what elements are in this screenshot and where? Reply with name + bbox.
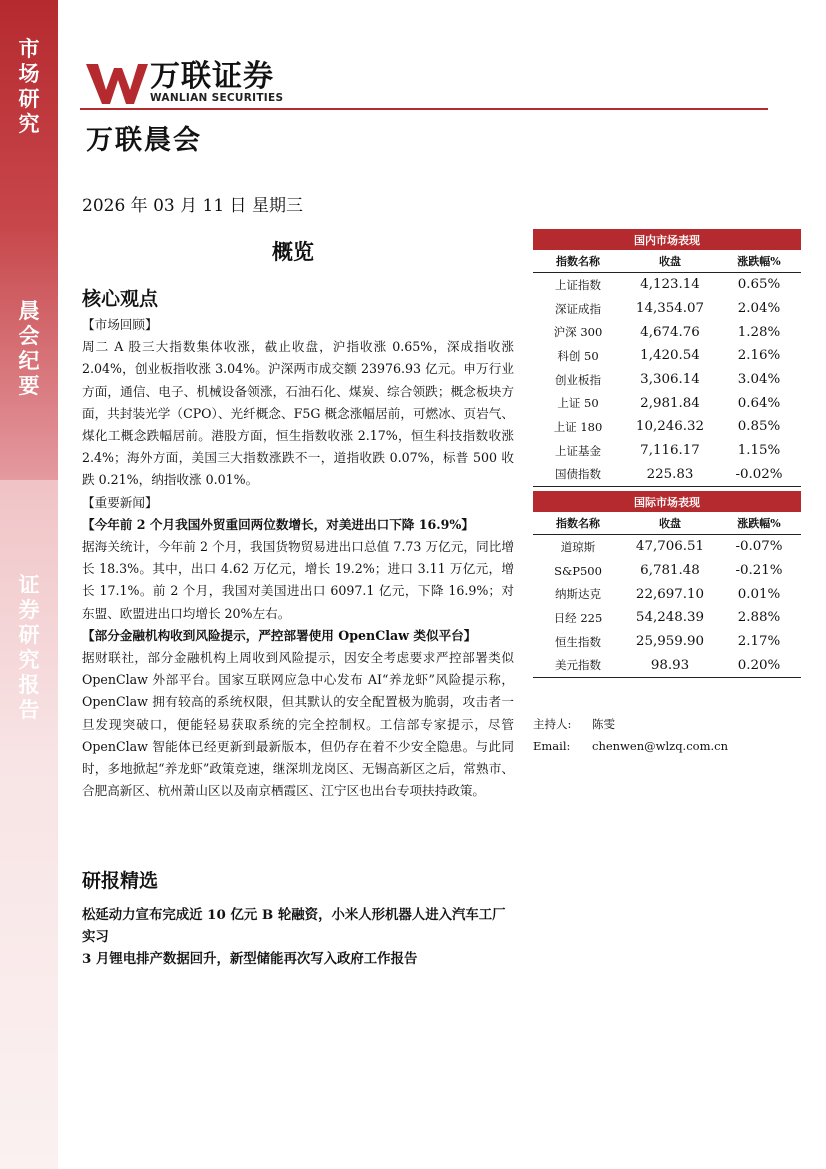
table-row: 纳斯达克 22,697.10 0.01%	[555, 586, 781, 602]
table-row: 创业板指 3,306.14 3.04%	[555, 372, 781, 388]
domestic-table-caption: 国内市场表现	[533, 229, 801, 250]
table-row: 沪深 300 4,674.76 1.28%	[553, 324, 781, 340]
market-review-text: 周二 A 股三大指数集体收涨，截止收盘，沪指收涨 0.65%，深成指收涨 2.04%，创业板指收涨 3.04%。沪深两市成交额 23976.93 亿元。申万行业方面，通信、电子、机械设备领涨，石油石化、煤炭、综合领跌；概念板块方面，共封装光学（CPO）、光纤概念、F5G 概念涨幅居前，可燃冰、页岩气、煤化工概念跌幅居前。港股方面，恒生指数收涨 2.17%，恒生科技指数收涨 2.4%；海外方面，美国三大指数涨跌不一，道指收跌 0.07%，标普 500 收跌 0.21%，纳指收涨 0.01%。	[82, 339, 514, 488]
table-row: 国债指数 225.83 -0.02%	[533, 463, 801, 487]
host-email-link[interactable]: chenwen@wlzq.com.cn	[592, 739, 728, 753]
research-pick-item: 3 月锂电排产数据回升，新型储能再次写入政府工作报告	[82, 951, 418, 968]
header-rule	[80, 108, 768, 110]
research-picks-heading: 研报精选	[82, 870, 159, 892]
research-picks-list	[82, 904, 514, 971]
core-views-heading: 核心观点	[82, 288, 159, 310]
table-row: 深证成指 14,354.07 2.04%	[555, 301, 781, 317]
international-market-table	[533, 491, 801, 678]
table-row: 美元指数 98.93 0.20%	[533, 653, 801, 677]
host-name: 陈雯	[592, 717, 615, 731]
table-row: 恒生指数 25,959.90 2.17%	[555, 634, 781, 650]
table-header-change: 涨跌幅%	[717, 250, 801, 273]
news-tag: 【重要新闻】	[82, 494, 158, 510]
email-label: Email:	[533, 739, 571, 753]
news-2-title: 【部分金融机构收到风险提示，严控部署使用 OpenClaw 类似平台】	[82, 627, 477, 643]
news-1-body: 据海关统计，今年前 2 个月，我国货物贸易进出口总值 7.73 万亿元，同比增长 18.3%。其中，出口 4.62 万亿元，增长 19.2%；进口 3.11 万亿元，增长 17.1%。前 2 个月，我国对美国进出口 6097.1 亿元，下降 16.9%；对东盟、欧盟进出口均增长 20%左右。	[82, 539, 514, 621]
logo-chinese-name: 万联证券	[150, 59, 274, 94]
table-row: 日经 225 54,248.39 2.88%	[553, 610, 781, 626]
report-date: 2026 年 03 月 11 日 星期三	[82, 196, 303, 216]
table-header-name: 指数名称	[533, 250, 623, 273]
table-header-change: 涨跌幅%	[717, 512, 801, 535]
table-row: 道琼斯 47,706.51 -0.07%	[560, 539, 783, 555]
table-row: 科创 50 1,420.54 2.16%	[557, 348, 781, 364]
body-text	[82, 314, 514, 802]
table-header-close: 收盘	[623, 250, 717, 273]
market-review-tag: 【市场回顾】	[82, 317, 158, 332]
host-label: 主持人:	[533, 717, 572, 731]
table-row: S&P500 6,781.48 -0.21%	[554, 563, 783, 579]
domestic-market-table	[533, 229, 801, 487]
table-row: 上证基金 7,116.17 1.15%	[555, 443, 781, 459]
sidebar-label-morning-minutes: 晨 会 纪 要	[18, 298, 40, 398]
news-2-body: 据财联社，部分金融机构上周收到风险提示，因安全考虑要求严控部署类似 OpenClaw 外部平台。国家互联网应急中心发布 AI“养龙虾”风险提示称，OpenClaw 拥有较高的系统权限，但其默认的安全配置极为脆弱，攻击者一旦发现突破口，便能轻易获取系统的完全控制权。工信部专家提示，尽管 OpenClaw 智能体已经更新到最新版本，但仍存在着不少安全隐患。与此同时，多地掀起“养龙虾”政策竞速，继深圳龙岗区、无锡高新区之后，常熟市、合肥高新区、杭州萧山区以及南京栖霞区、江宁区也出台专项扶持政策。	[82, 650, 514, 799]
sidebar	[0, 0, 58, 1169]
research-pick-item: 松延动力宣布完成近 10 亿元 B 轮融资，小米人形机器人进入汽车工厂实习	[82, 907, 506, 946]
intl-table-caption: 国际市场表现	[533, 491, 801, 512]
table-row: 上证 50 2,981.84 0.64%	[557, 395, 781, 411]
table-header-name: 指数名称	[533, 512, 623, 535]
table-row: 上证 180 10,246.32 0.85%	[553, 419, 781, 435]
logo-english-name: WANLIAN SECURITIES	[150, 92, 284, 104]
report-title: 万联晨会	[86, 125, 202, 156]
sidebar-label-market-research: 市 场 研 究	[18, 36, 40, 136]
news-1-title: 【今年前 2 个月我国外贸重回两位数增长，对美进出口下降 16.9%】	[82, 516, 474, 532]
table-row: 上证指数 4,123.14 0.65%	[555, 277, 781, 293]
table-header-close: 收盘	[623, 512, 717, 535]
wanlian-logo-icon	[84, 60, 150, 108]
sidebar-label-securities-report: 证 券 研 究 报 告	[18, 572, 40, 722]
overview-heading: 概览	[272, 239, 314, 264]
